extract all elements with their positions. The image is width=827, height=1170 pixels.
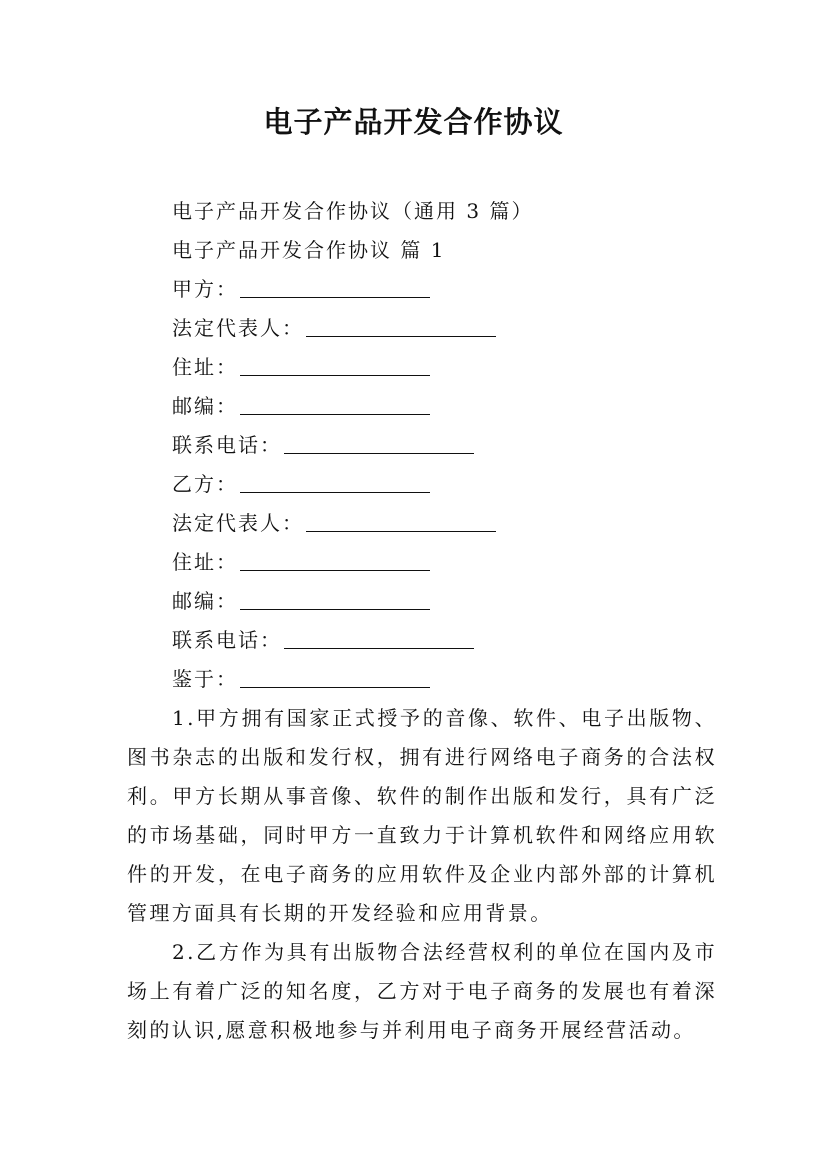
party-a-postcode-line	[127, 387, 717, 426]
party-a-postcode-blank	[240, 392, 430, 415]
party-a-phone-blank	[284, 431, 474, 454]
party-a-line	[127, 270, 717, 309]
whereas-label: 鉴于：	[172, 667, 238, 691]
party-a-phone-label: 联系电话：	[172, 433, 282, 457]
document-subtitle: 电子产品开发合作协议（通用 3 篇）	[172, 199, 534, 223]
party-b-address-blank	[240, 548, 430, 571]
party-a-rep-blank	[306, 314, 496, 337]
party-b-phone-label: 联系电话：	[172, 628, 282, 652]
party-a-address-blank	[240, 353, 430, 376]
party-a-address-label: 住址：	[172, 355, 238, 379]
party-b-postcode-blank	[240, 587, 430, 610]
paragraph-2: 2.乙方作为具有出版物合法经营权利的单位在国内及市场上有着广泛的知名度，乙方对于电子商务的发展也有着深刻的认识,愿意积极地参与并利用电子商务开展经营活动。	[127, 940, 717, 1042]
paragraph-1: 1.甲方拥有国家正式授予的音像、软件、电子出版物、图书杂志的出版和发行权，拥有进行网络电子商务的合法权利。甲方长期从事音像、软件的制作出版和发行，具有广泛的市场基础，同时甲方一直致力于计算机软件和网络应用软件的开发，在电子商务的应用软件及企业内部外部的计算机管理方面具有长期的开发经验和应用背景。	[127, 706, 717, 925]
party-a-phone-line	[127, 426, 717, 465]
document-title: 电子产品开发合作协议	[263, 105, 564, 139]
party-b-rep-label: 法定代表人：	[172, 511, 304, 535]
party-a-blank	[240, 275, 430, 298]
party-a-rep-label: 法定代表人：	[172, 316, 304, 340]
party-b-phone-blank	[284, 626, 474, 649]
party-a-address-line	[127, 348, 717, 387]
party-a-postcode-label: 邮编：	[172, 394, 238, 418]
party-a-rep-line	[127, 309, 717, 348]
party-b-line	[127, 465, 717, 504]
party-b-phone-line	[127, 621, 717, 660]
whereas-line	[127, 660, 717, 699]
party-b-postcode-label: 邮编：	[172, 589, 238, 613]
party-b-label: 乙方：	[172, 472, 238, 496]
party-b-postcode-line	[127, 582, 717, 621]
party-b-rep-line	[127, 504, 717, 543]
party-a-label: 甲方：	[172, 277, 238, 301]
document-body	[127, 192, 717, 1050]
section-heading: 电子产品开发合作协议 篇 1	[172, 238, 446, 262]
party-b-address-line	[127, 543, 717, 582]
party-b-blank	[240, 470, 430, 493]
party-b-address-label: 住址：	[172, 550, 238, 574]
party-b-rep-blank	[306, 509, 496, 532]
whereas-blank	[240, 665, 430, 688]
